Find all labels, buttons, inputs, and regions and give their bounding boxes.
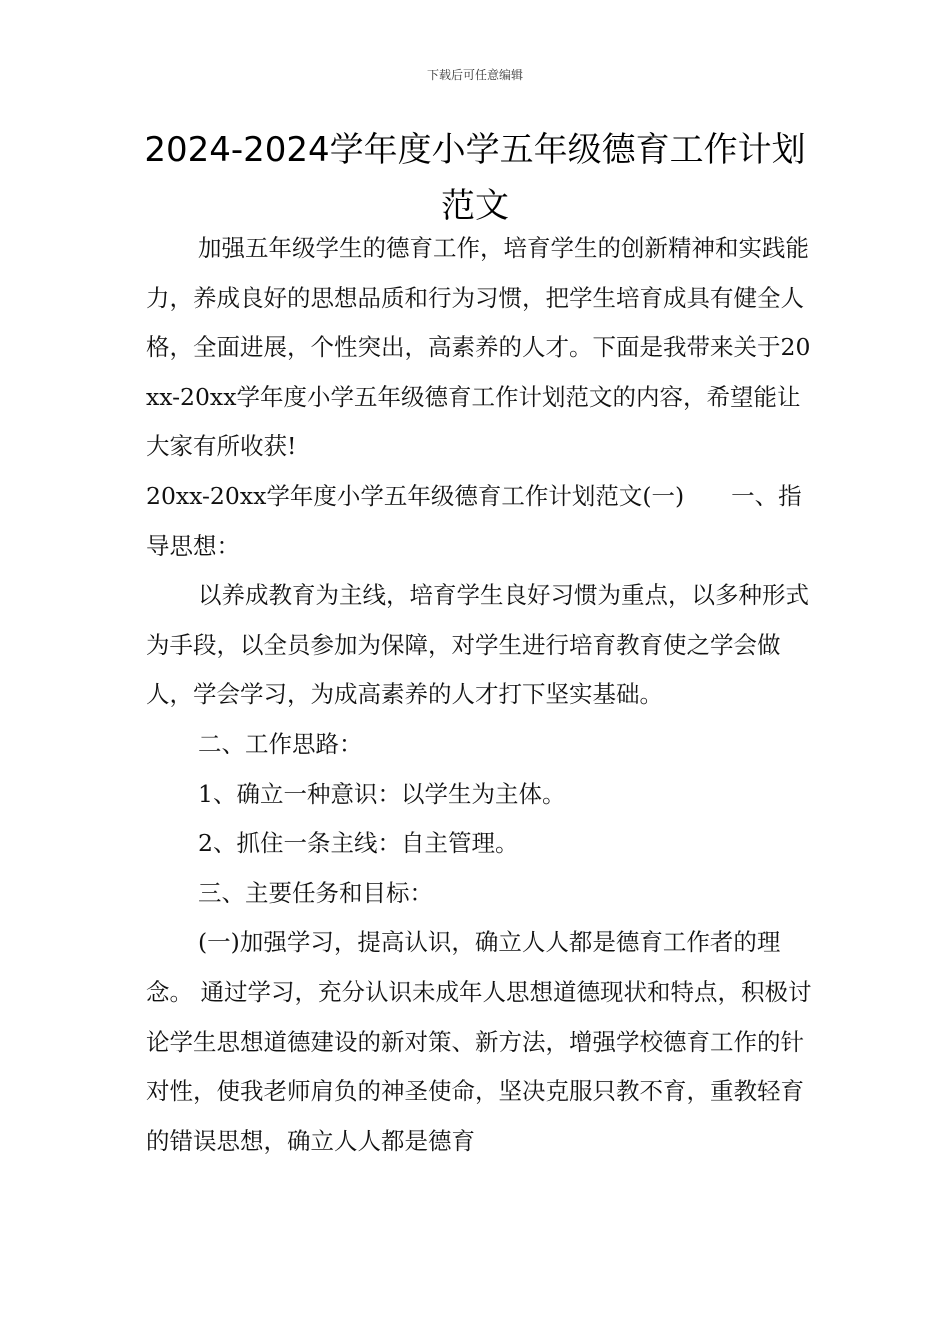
title-line-1: 2024-2024学年度小学五年级德育工作计划 <box>144 130 806 170</box>
header-note: 下载后可任意编辑 <box>426 68 523 82</box>
document-body <box>146 224 818 1166</box>
paragraph-section-heading: 20xx-20xx学年度小学五年级德育工作计划范文(一) 一、指导思想： <box>146 481 802 560</box>
paragraph-item-1: 1、确立一种意识：以学生为主体。 <box>198 779 566 808</box>
paragraph-intro: 加强五年级学生的德育工作，培育学生的创新精神和实践能力，养成良好的思想品质和行为习惯，把学生培育成具有健全人格，全面进展，个性突出，高素养的人才。下面是我带来关于20xx-20xx学年度小学五年级德育工作计划范文的内容，希望能让大家有所收获! <box>146 234 811 461</box>
title-line-2: 范文 <box>441 186 509 226</box>
document-title <box>120 122 830 234</box>
paragraph-work-approach-heading: 二、工作思路： <box>198 729 363 758</box>
paragraph-item-2: 2、抓住一条主线：自主管理。 <box>198 829 519 858</box>
paragraph-guiding-thought: 以养成教育为主线，培育学生良好习惯为重点，以多种形式为手段，以全员参加为保障，对学生进行培育教育使之学会做人，学会学习，为成高素养的人才打下坚实基础。 <box>146 581 809 709</box>
paragraph-task-1: (一)加强学习，提高认识，确立人人都是德育工作者的理念。 通过学习，充分认识未成年人思想道德现状和特点，积极讨论学生思想道德建设的新对策、新方法，增强学校德育工作的针对性，使我老师肩负的神圣使命，坚决克服只教不育，重教轻育的错误思想，确立人人都是德育 <box>146 928 812 1155</box>
paragraph-tasks-heading: 三、主要任务和目标： <box>198 878 433 907</box>
